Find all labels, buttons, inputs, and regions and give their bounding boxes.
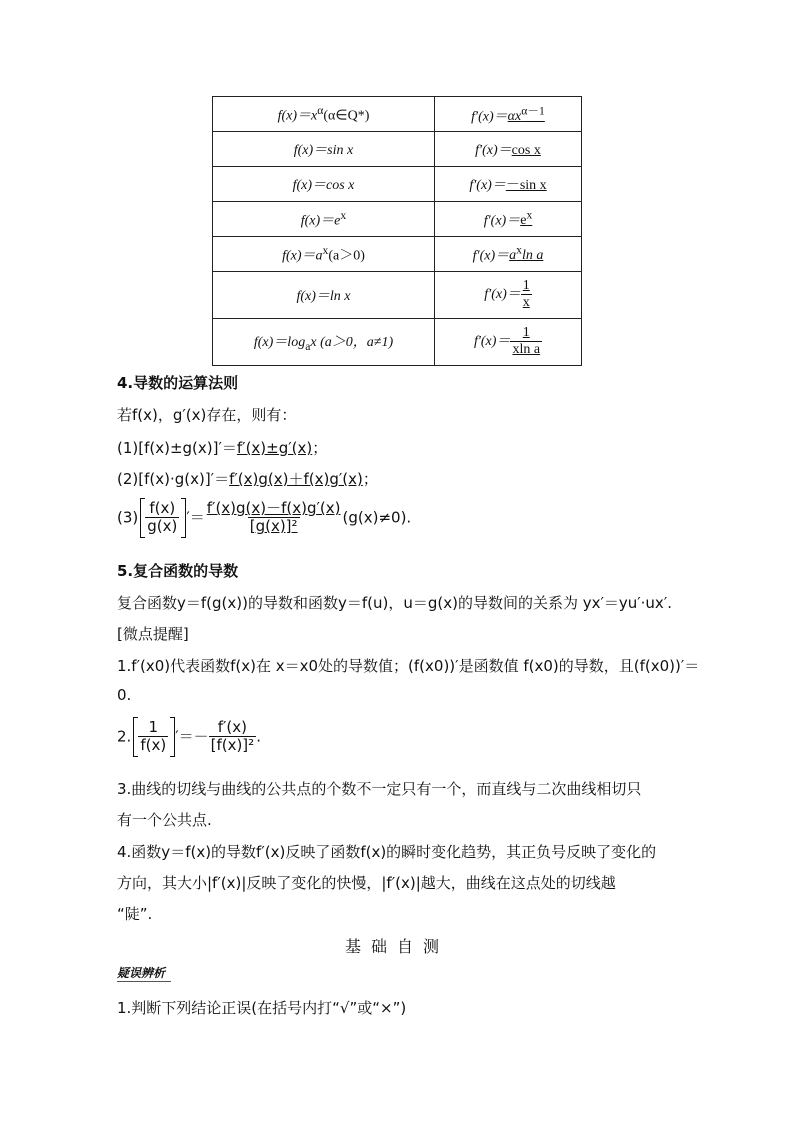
question-1: 1.判断下列结论正误(在括号内打“√”或“×”)	[117, 999, 407, 1017]
section-4-heading: 4.导数的运算法则	[117, 374, 239, 392]
tip-3-line-1: 3.曲线的切线与曲线的公共点的个数不一定只有一个，而直线与二次曲线相切只	[117, 780, 642, 798]
rule-3: (3) $\frac{f(x)}{g(x)}$ ′＝ $\frac{f'(x)g(x)-f(x)g'(x)}{\text{[g(x)]²}}$ (g(x)≠0).	[117, 498, 411, 538]
fraction: $\frac{1}{f(x)}$	[140, 718, 167, 754]
table-row	[213, 202, 582, 237]
fraction: $\frac{1}{x}$	[522, 278, 530, 310]
tip-2: 2. $\frac{1}{f(x)}$ ′＝－ $\frac{f'(x)}{\text{[f(x)]²}}$ .	[117, 717, 261, 757]
rule-2: (2)[f(x)·g(x)]′＝f′(x)g(x)＋f(x)g′(x)；	[117, 470, 378, 488]
table-cell-derivative: $f'(x)=e^x$	[435, 202, 582, 237]
table-row	[213, 97, 582, 132]
table-cell-derivative: $f'(x)=\alpha x^{\alpha-1}$	[435, 97, 582, 132]
section-4-intro: 若f(x)，g′(x)存在，则有：	[117, 406, 297, 424]
table-cell-function: $f(x)=\log_ax$ (a＞0，a≠1)	[213, 319, 435, 366]
tip-4-line-1: 4.函数y＝f(x)的导数f′(x)反映了函数f(x)的瞬时变化趋势，其正负号反映了变化的	[117, 843, 657, 861]
section-5-text: 复合函数y＝f(g(x))的导数和函数y＝f(u)，u＝g(x)的导数间的关系为 yx′＝yu′·ux′.	[117, 594, 672, 612]
tip-3-line-2: 有一个公共点.	[117, 811, 212, 829]
fraction: $\frac{f'(x)g(x)-f(x)g'(x)}{\text{[g(x)]²}}$	[206, 499, 341, 535]
table-cell-function: $f(x)=a^x(a>0)$	[213, 237, 435, 272]
section-5-heading: 5.复合函数的导数	[117, 562, 239, 580]
table-cell-function: f(x)＝cos x	[213, 167, 435, 202]
section-tag: 疑误辨析	[117, 964, 171, 982]
table-row	[213, 319, 582, 366]
table-row	[213, 132, 582, 167]
tip-1-line-2: 0.	[117, 686, 132, 704]
derivative-formula-table	[212, 96, 582, 366]
tip-1-line-1: 1.f′(x0)代表函数f(x)在 x＝x0处的导数值；(f(x0))′是函数值 f(x0)的导数，且(f(x0))′＝	[117, 657, 700, 675]
tip-4-line-2: 方向，其大小|f′(x)|反映了变化的快慢，|f′(x)|越大，曲线在这点处的切线越	[117, 874, 616, 892]
table-cell-derivative: f′(x)＝ $\frac{1}{\text{xln a}}$	[435, 319, 582, 366]
table-cell-derivative: f′(x)＝cos x	[435, 132, 582, 167]
table-cell-derivative: f′(x)＝－sin x	[435, 167, 582, 202]
table-row	[213, 272, 582, 319]
self-test-title: 基础自测	[344, 937, 449, 956]
table-cell-derivative: $f'(x)=a^x\ln$ a	[435, 237, 582, 272]
table-cell-function: $f(x)=e^x$	[213, 202, 435, 237]
table-cell-function: f(x)＝ln x	[213, 272, 435, 319]
fraction: $\frac{1}{\text{xln a}}$	[512, 325, 541, 357]
table-cell-derivative: f′(x)＝ $\frac{1}{x}$	[435, 272, 582, 319]
table-cell-function: f(x)＝sin x	[213, 132, 435, 167]
fraction: $\frac{f'(x)}{\text{[f(x)]²}}$	[210, 718, 255, 754]
tips-heading: [微点提醒]	[117, 625, 189, 643]
table-row	[213, 237, 582, 272]
tip-4-line-3: “陡”.	[117, 905, 153, 923]
fraction: $\frac{f(x)}{g(x)}$	[147, 499, 178, 535]
table-row	[213, 167, 582, 202]
rule-1: (1)[f(x)±g(x)]′＝f′(x)±g′(x)；	[117, 439, 328, 457]
table-cell-function: $f(x)=x^\alpha(\alpha\in Q*)$	[213, 97, 435, 132]
